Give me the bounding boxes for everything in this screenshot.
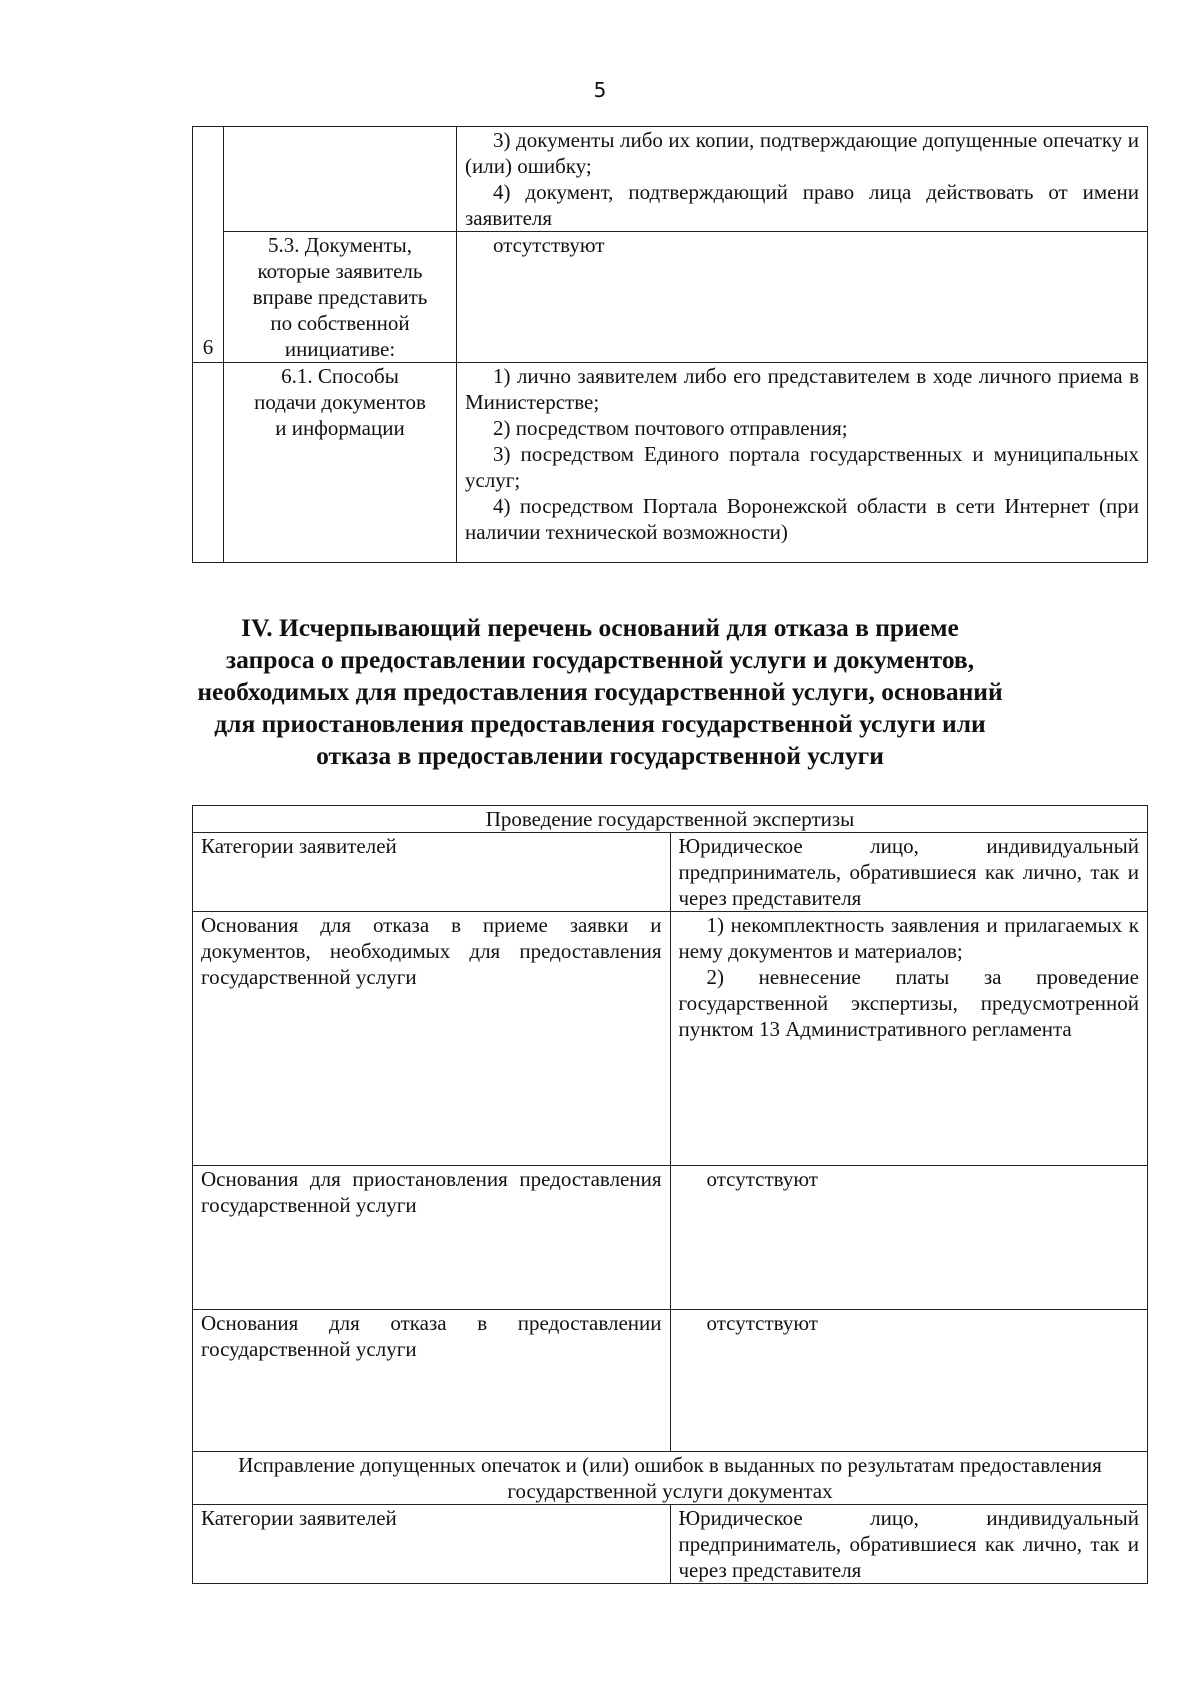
refusal-accept-value: [670, 912, 1148, 1166]
section-title: Исправление допущенных опечаток и (или) ошибок в выданных по результатам предоставления государственной услуги документах: [193, 1452, 1148, 1505]
suspension-label: Основания для приостановления предоставления государственной услуги: [193, 1166, 671, 1310]
suspension-value: отсутствуют: [670, 1166, 1148, 1310]
row-number: 6: [202, 335, 214, 359]
empty-number-cell: [193, 363, 224, 563]
list-item: 4) посредством Портала Воронежской области в сети Интернет (при наличии технической возможности): [465, 494, 1139, 544]
row-5-3-label: 5.3. Документы, которые заявитель вправе представить по собственной инициативе:: [224, 232, 457, 363]
row-number-cell: [193, 127, 224, 363]
empty-label-cell: [224, 127, 457, 232]
refusal-provide-label: Основания для отказа в предоставлении государственной услуги: [193, 1310, 671, 1452]
section-title: Проведение государственной экспертизы: [193, 806, 1148, 833]
table-row: [193, 806, 1148, 833]
table-row: [193, 232, 1148, 363]
table-row: [193, 1505, 1148, 1584]
table-row: [193, 833, 1148, 912]
row-5-3-value: отсутствуют: [457, 232, 1148, 363]
list-item: 3) посредством Единого портала государственных и муниципальных услуг;: [465, 442, 1139, 492]
page-number: 5: [593, 78, 607, 102]
categories-label: Категории заявителей: [193, 1505, 671, 1584]
section-heading: IV. Исчерпывающий перечень оснований для отказа в приеме запроса о предоставлении государственной услуги и документов, необходимых для предоставления государственной услуги, оснований для приостановления предоставления государственной услуги или отказа в предоставлении государственной услуги: [197, 613, 1003, 770]
table-row: [193, 127, 1148, 232]
categories-value: Юридическое лицо, индивидуальный предприниматель, обратившиеся как лично, так и через представителя: [670, 833, 1148, 912]
list-item: 2) посредством почтового отправления;: [493, 416, 848, 440]
refusal-accept-label: Основания для отказа в приеме заявки и документов, необходимых для предоставления государственной услуги: [193, 912, 671, 1166]
list-item: 1) лично заявителем либо его представителем в ходе личного приема в Министерстве;: [465, 364, 1139, 414]
list-item: 3) документы либо их копии, подтверждающие допущенные опечатку и (или) ошибку;: [465, 128, 1139, 178]
table-row: [193, 1166, 1148, 1310]
categories-value: Юридическое лицо, индивидуальный предприниматель, обратившиеся как лично, так и через представителя: [670, 1505, 1148, 1584]
refusal-provide-value: отсутствуют: [670, 1310, 1148, 1452]
table-row: [193, 1310, 1148, 1452]
row-6-1-value: [457, 363, 1148, 563]
list-item: 2) невнесение платы за проведение государственной экспертизы, предусмотренной пунктом 13 Административного регламента: [678, 965, 1139, 1041]
table-row: [193, 1452, 1148, 1505]
table-row: [193, 363, 1148, 563]
table-row: [193, 912, 1148, 1166]
documents-list-cell: [457, 127, 1148, 232]
list-item: 1) некомплектность заявления и прилагаемых к нему документов и материалов;: [678, 913, 1139, 963]
services-table: [192, 126, 1148, 563]
row-6-1-label: 6.1. Способы подачи документов и информации: [224, 363, 457, 563]
categories-label: Категории заявителей: [193, 833, 671, 912]
list-item: 4) документ, подтверждающий право лица действовать от имени заявителя: [465, 180, 1139, 230]
grounds-table: [192, 805, 1148, 1584]
